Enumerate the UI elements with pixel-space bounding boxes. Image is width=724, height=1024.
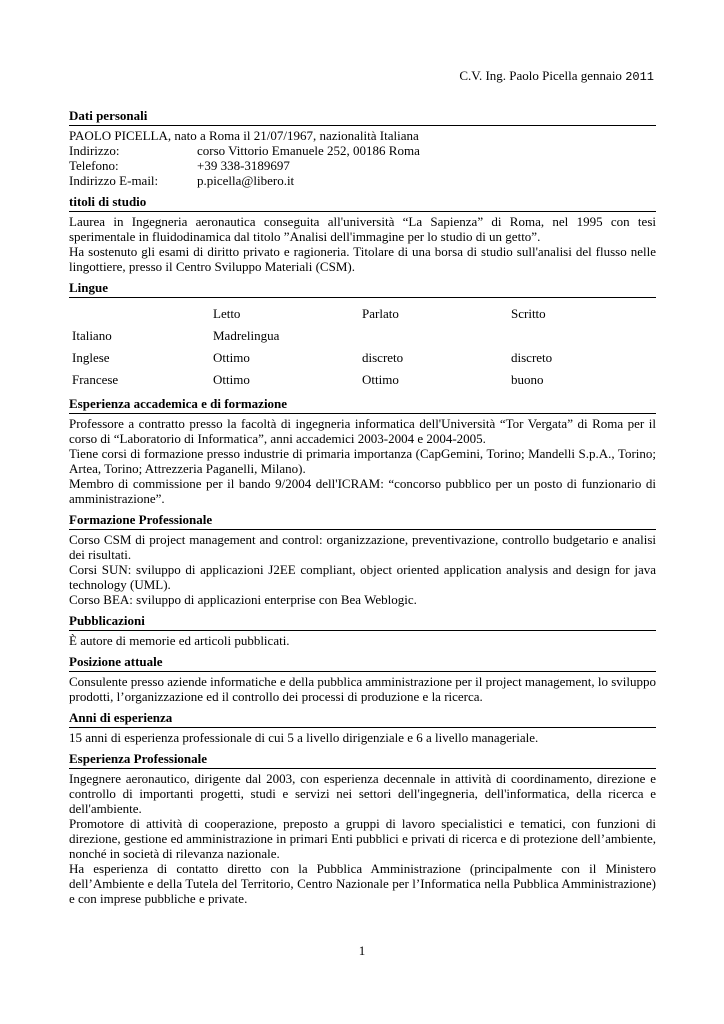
section-title: Posizione attuale <box>69 654 656 672</box>
page-header <box>459 68 654 85</box>
section-position <box>69 654 656 704</box>
field-label: Indirizzo: <box>69 143 120 158</box>
paragraph: Ha sostenuto gli esami di diritto privato e ragioneria. Titolare di una borsa di studio sull'analisi del flusso nelle lingottiere, presso il Centro Sviluppo Materiali (CSM). <box>69 244 656 274</box>
section-title: titoli di studio <box>69 194 656 212</box>
section-title: Pubblicazioni <box>69 613 656 631</box>
field-label: Indirizzo E-mail: <box>69 173 159 188</box>
table-header-cell <box>69 302 213 324</box>
field-value: p.picella@libero.it <box>197 173 295 188</box>
table-header-cell: Scritto <box>511 305 546 321</box>
paragraph: Laurea in Ingegneria aeronautica conseguita all'università “La Sapienza” di Roma, nel 1995 con tesi sperimentale in fluidodinamica dal titolo ”Analisi dell'immagine per lo studio di un getto”. <box>69 214 656 244</box>
table-header-cell: Letto <box>213 305 241 321</box>
paragraph: Membro di commissione per il bando 9/2004 dell'ICRAM: “concorso pubblico per un posto di funzionario di amministrazione”. <box>69 476 656 506</box>
table-cell: Madrelingua <box>213 327 280 343</box>
table-cell: discreto <box>511 349 553 365</box>
paragraph: Corso BEA: sviluppo di applicazioni enterprise con Bea Weblogic. <box>69 592 417 607</box>
section-title: Formazione Professionale <box>69 512 656 530</box>
field-value: corso Vittorio Emanuele 252, 00186 Roma <box>197 143 420 158</box>
table-cell: Italiano <box>72 327 112 343</box>
table-cell: Inglese <box>72 349 110 365</box>
paragraph: Professore a contratto presso la facoltà di ingegneria informatica dell'Università “Tor Vergata” di Roma per il corso di “Laboratorio di Informatica”, anni accademici 2003-2004 e 2004-2005. <box>69 416 656 446</box>
paragraph: Corsi SUN: sviluppo di applicazioni J2EE compliant, object oriented application analysis and design for java technology (UML). <box>69 562 656 592</box>
personal-row-email <box>69 173 656 188</box>
section-title: Esperienza Professionale <box>69 751 656 769</box>
section-title: Dati personali <box>69 108 656 126</box>
table-cell <box>362 324 511 346</box>
section-languages <box>69 280 656 390</box>
section-title: Anni di esperienza <box>69 710 656 728</box>
paragraph: Ha esperienza di contatto diretto con la Pubblica Amministrazione (principalmente con il Ministero dell’Ambiente e della Tutela del Territorio, Centro Nazionale per l’Informatica nella Pubblica Amministrazione) e con imprese pubbliche e private. <box>69 861 656 906</box>
table-cell: buono <box>511 371 544 387</box>
personal-row-address <box>69 143 656 158</box>
languages-table <box>69 302 656 390</box>
table-cell: Ottimo <box>213 371 250 387</box>
paragraph: Ingegnere aeronautico, dirigente dal 2003, con esperienza decennale in attività di coordinamento, direzione e controllo di importanti progetti, studi e servizi nei settori dell'ingegneria, dell'informatica, della ricerca e dell'ambiente. <box>69 771 656 816</box>
section-personal <box>69 108 656 188</box>
table-header-row <box>69 302 656 324</box>
header-title: C.V. Ing. Paolo Picella gennaio <box>459 68 622 83</box>
section-professional <box>69 751 656 906</box>
section-years <box>69 710 656 745</box>
paragraph: 15 anni di esperienza professionale di cui 5 a livello dirigenziale e 6 a livello manageriale. <box>69 730 539 745</box>
table-cell: discreto <box>362 349 404 365</box>
table-row <box>69 324 656 346</box>
section-studies <box>69 194 656 274</box>
cv-content <box>69 108 656 912</box>
section-academic <box>69 396 656 506</box>
paragraph: Promotore di attività di cooperazione, preposto a gruppi di lavoro specialistici e tematici, con funzioni di direzione, gestione ed amministrazione in primari Enti pubblici e privati di ricerca e di protezione dell’ambiente, nonché in società di rilevanza nazionale. <box>69 816 656 861</box>
personal-row-phone <box>69 158 656 173</box>
table-row <box>69 346 656 368</box>
paragraph: Consulente presso aziende informatiche e della pubblica amministrazione per il project management, lo sviluppo prodotti, l’organizzazione ed il controllo dei processi di produzione e la ricerca. <box>69 674 656 704</box>
paragraph: È autore di memorie ed articoli pubblicati. <box>69 633 290 648</box>
table-header-cell: Parlato <box>362 305 399 321</box>
field-label: Telefono: <box>69 158 119 173</box>
table-cell: Francese <box>72 371 119 387</box>
paragraph: Corso CSM di project management and control: organizzazione, preventivazione, controllo budgetario e analisi dei risultati. <box>69 532 656 562</box>
field-value: +39 338-3189697 <box>197 158 290 173</box>
section-title: Lingue <box>69 280 656 298</box>
section-training <box>69 512 656 607</box>
table-row <box>69 368 656 390</box>
personal-intro: PAOLO PICELLA, nato a Roma il 21/07/1967, nazionalità Italiana <box>69 128 419 143</box>
table-cell <box>511 324 656 346</box>
table-cell: Ottimo <box>362 371 399 387</box>
section-title: Esperienza accademica e di formazione <box>69 396 656 414</box>
table-cell: Ottimo <box>213 349 250 365</box>
paragraph: Tiene corsi di formazione presso industrie di primaria importanza (CapGemini, Torino; Mandelli S.p.A., Torino; Artea, Torino; Attrezzeria Paganelli, Milano). <box>69 446 656 476</box>
header-year: 2011 <box>625 70 654 84</box>
section-publications <box>69 613 656 648</box>
page-number: 1 <box>358 943 366 958</box>
